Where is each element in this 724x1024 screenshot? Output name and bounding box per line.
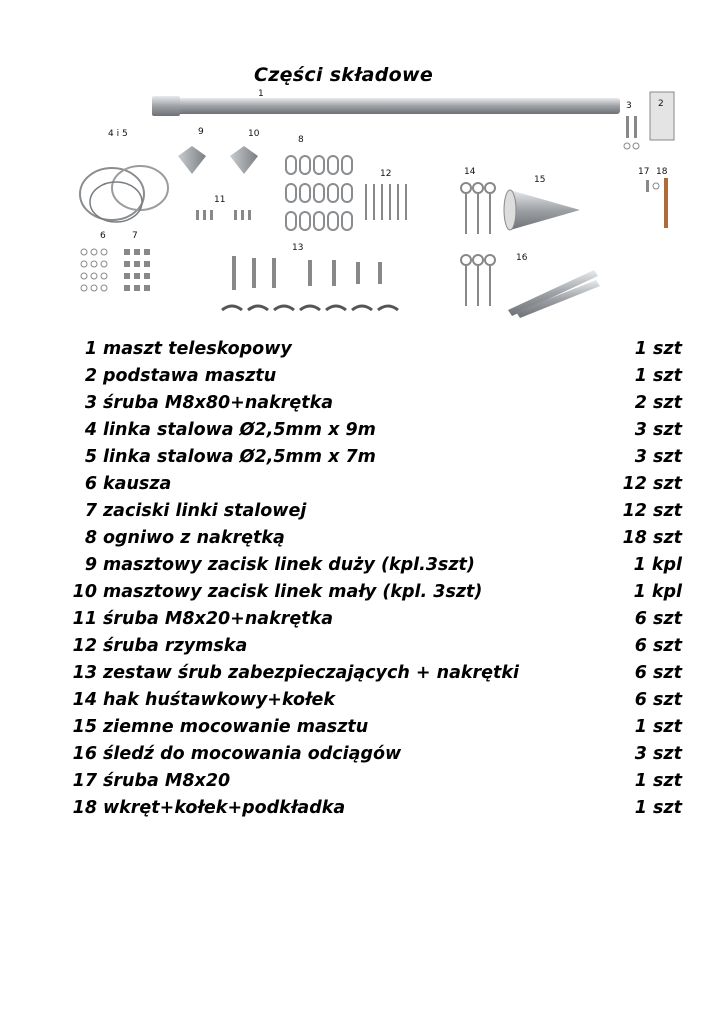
item-quantity: 1 szt	[634, 339, 682, 359]
item-name: zaciski linki stalowej	[103, 501, 307, 521]
item-number: 14	[72, 690, 97, 710]
list-item	[64, 444, 688, 471]
item-number: 1	[84, 339, 97, 359]
label-6: 6	[100, 231, 106, 241]
label-4-5: 4 i 5	[108, 129, 128, 139]
list-item	[64, 660, 688, 687]
label-13: 13	[292, 243, 304, 253]
label-16: 16	[516, 253, 528, 263]
list-item	[64, 687, 688, 714]
list-item	[64, 390, 688, 417]
item-name: linka stalowa Ø2,5mm x 7m	[103, 447, 376, 467]
label-9: 9	[198, 127, 204, 137]
label-7: 7	[132, 231, 138, 241]
item-name: masztowy zacisk linek mały (kpl. 3szt)	[103, 582, 483, 602]
label-18: 18	[656, 167, 668, 177]
label-10: 10	[248, 129, 260, 139]
label-8: 8	[298, 135, 304, 145]
label-15: 15	[534, 175, 546, 185]
list-item	[64, 471, 688, 498]
list-item	[64, 498, 688, 525]
item-name: zestaw śrub zabezpieczających + nakrętki	[103, 663, 520, 683]
item-name: śruba M8x20+nakrętka	[103, 609, 334, 629]
item-number: 11	[72, 609, 97, 629]
item-quantity: 3 szt	[634, 420, 682, 440]
item-quantity: 1 szt	[634, 717, 682, 737]
item-number: 18	[72, 798, 97, 818]
item-number: 9	[84, 555, 97, 575]
item-quantity: 2 szt	[634, 393, 682, 413]
list-item	[64, 525, 688, 552]
chain-links	[286, 156, 352, 230]
item-quantity: 6 szt	[634, 636, 682, 656]
item-number: 10	[72, 582, 97, 602]
mast	[152, 98, 620, 114]
item-number: 5	[84, 447, 97, 467]
item-number: 16	[72, 744, 97, 764]
item-name: hak huśtawkowy+kołek	[103, 690, 336, 710]
item-quantity: 3 szt	[634, 447, 682, 467]
item-name: śruba M8x80+nakrętka	[103, 393, 334, 413]
label-17: 17	[638, 167, 650, 177]
item-number: 7	[84, 501, 97, 521]
item-name: linka stalowa Ø2,5mm x 9m	[103, 420, 376, 440]
list-item	[64, 363, 688, 390]
item-number: 17	[72, 771, 97, 791]
item-quantity: 12 szt	[622, 501, 682, 521]
item-number: 12	[72, 636, 97, 656]
list-item	[64, 336, 688, 363]
item-name: śruba M8x20	[103, 771, 231, 791]
item-name: maszt teleskopowy	[103, 339, 292, 359]
list-item	[64, 552, 688, 579]
item-quantity: 1 szt	[634, 366, 682, 386]
parts-photo	[60, 84, 700, 326]
label-2: 2	[658, 99, 664, 109]
list-item	[64, 633, 688, 660]
item-number: 15	[72, 717, 97, 737]
item-quantity: 1 kpl	[633, 555, 682, 575]
list-item	[64, 579, 688, 606]
list-item	[64, 714, 688, 741]
label-14: 14	[464, 167, 476, 177]
label-3: 3	[626, 101, 632, 111]
list-item	[64, 768, 688, 795]
item-number: 2	[84, 366, 97, 386]
label-1: 1	[258, 89, 264, 99]
item-name: podstawa masztu	[103, 366, 277, 386]
item-number: 13	[72, 663, 97, 683]
item-number: 3	[84, 393, 97, 413]
label-11: 11	[214, 195, 226, 205]
item-number: 4	[84, 420, 97, 440]
item-name: kausza	[103, 474, 172, 494]
document-title: Części składowe	[254, 64, 434, 86]
list-item	[64, 417, 688, 444]
item-number: 6	[84, 474, 97, 494]
item-name: ogniwo z nakrętką	[103, 528, 285, 548]
item-name: śruba rzymska	[103, 636, 248, 656]
item-quantity: 12 szt	[622, 474, 682, 494]
item-quantity: 6 szt	[634, 690, 682, 710]
parts-list	[64, 336, 688, 822]
item-quantity: 3 szt	[634, 744, 682, 764]
item-name: masztowy zacisk linek duży (kpl.3szt)	[103, 555, 475, 575]
item-quantity: 1 szt	[634, 798, 682, 818]
item-quantity: 6 szt	[634, 663, 682, 683]
item-name: śledź do mocowania odciągów	[103, 744, 402, 764]
item-quantity: 6 szt	[634, 609, 682, 629]
item-name: ziemne mocowanie masztu	[103, 717, 369, 737]
item-name: wkręt+kołek+podkładka	[103, 798, 346, 818]
item-quantity: 1 kpl	[633, 582, 682, 602]
list-item	[64, 606, 688, 633]
ground-mount	[510, 190, 580, 230]
list-item	[64, 741, 688, 768]
label-12: 12	[380, 169, 392, 179]
item-number: 8	[84, 528, 97, 548]
item-quantity: 1 szt	[634, 771, 682, 791]
item-quantity: 18 szt	[622, 528, 682, 548]
list-item	[64, 795, 688, 822]
